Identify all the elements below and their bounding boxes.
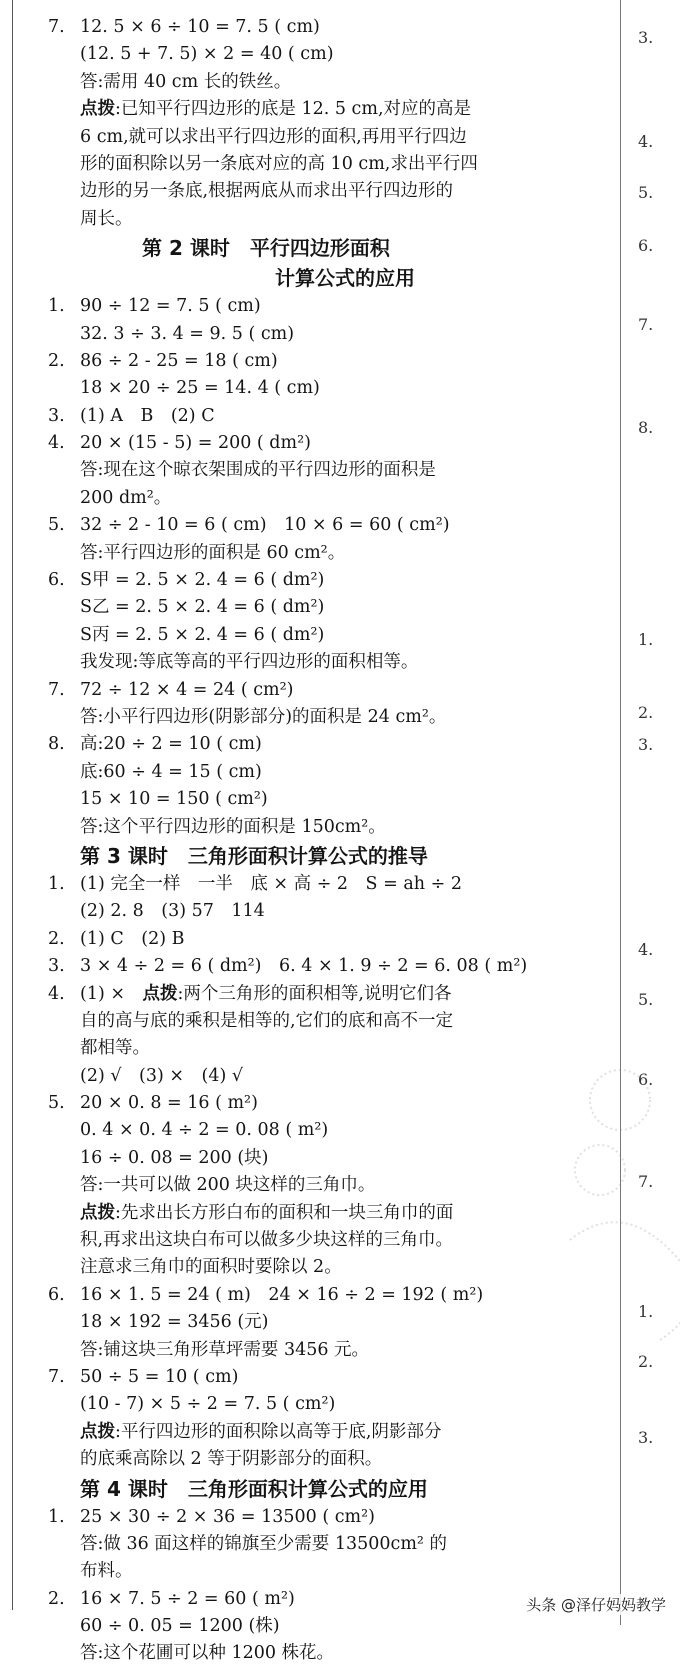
answer-line (20, 375, 610, 402)
question-number: 7. (48, 679, 65, 700)
answer-text: 答:铺这块三角形草坪需要 3456 元。 (80, 1339, 370, 1360)
adjacent-question-number: 3. (638, 1428, 654, 1447)
answer-text: (1) A B (2) C (80, 405, 215, 426)
question-number: 7. (48, 17, 65, 37)
answer-line (20, 96, 610, 123)
adjacent-question-number: 5. (638, 990, 654, 1009)
answer-line (20, 1090, 610, 1117)
adjacent-question-number: 1. (638, 1302, 654, 1321)
question-number: 4. (48, 983, 65, 1004)
answer-line (20, 1035, 610, 1062)
question-number: 2. (48, 928, 65, 949)
adjacent-question-number: 7. (638, 1172, 654, 1191)
question-number: 4. (48, 433, 65, 454)
answer-line (20, 1337, 610, 1364)
answer-line (20, 898, 610, 925)
answer-line (20, 1227, 610, 1254)
adjacent-question-number: 3. (638, 735, 654, 754)
answer-text: 点拨:已知平行四边形的底是 12. 5 cm,对应的高是 (80, 99, 472, 120)
answer-text: 18 × 20 ÷ 25 = 14. 4 ( cm) (80, 378, 320, 399)
question-number: 2. (48, 1588, 65, 1609)
answer-line (20, 403, 610, 430)
adjacent-question-number: 2. (638, 1352, 654, 1371)
answer-text: 答:平行四边形的面积是 60 cm²。 (80, 542, 346, 563)
answer-text: 32 ÷ 2 - 10 = 6 ( cm) 10 × 6 = 60 ( cm²) (80, 515, 450, 536)
answer-line (20, 1008, 610, 1035)
answer-line (20, 1364, 610, 1391)
left-margin-rule (12, 0, 13, 1610)
answer-line (20, 1531, 610, 1558)
question-number: 3. (48, 956, 65, 977)
answer-line (20, 1586, 610, 1613)
answer-line (20, 677, 610, 704)
answer-text: 周长。 (80, 208, 133, 229)
hint-label: 点拨 (142, 983, 178, 1004)
adjacent-question-number: 5. (638, 183, 654, 202)
answer-text: 答:小平行四边形(阴影部分)的面积是 24 cm²。 (80, 706, 447, 727)
adjacent-question-number: 2. (638, 703, 654, 722)
lesson1-tail (20, 14, 610, 233)
lesson4-answers (20, 1504, 610, 1668)
answer-line (20, 348, 610, 375)
hint-label: 点拨 (80, 99, 115, 120)
answer-text: 底:60 ÷ 4 = 15 ( cm) (80, 761, 262, 782)
question-number: 6. (48, 1284, 65, 1305)
answer-line (20, 430, 610, 457)
section-2-title-line1: 第 2 课时 平行四边形面积 (142, 236, 390, 261)
answer-text: 积,再求出这块白布可以做多少块这样的三角巾。 (80, 1230, 454, 1251)
answer-line (20, 567, 610, 594)
answer-line (20, 178, 610, 205)
answer-line (20, 1446, 610, 1473)
answer-line (20, 1613, 610, 1640)
question-number: 7. (48, 1366, 65, 1387)
answer-text: 15 × 10 = 150 ( cm²) (80, 789, 268, 810)
answer-text: 答:做 36 面这样的锦旗至少需要 13500cm² 的 (80, 1533, 447, 1554)
lesson3-answers (20, 871, 610, 1474)
answer-line (20, 1309, 610, 1336)
answer-line (20, 41, 610, 68)
question-number: 2. (48, 350, 65, 371)
question-number: 3. (48, 405, 65, 426)
answer-text: 60 ÷ 0. 05 = 1200 (株) (80, 1616, 280, 1637)
answer-text: 20 × (15 - 5) = 200 ( dm²) (80, 433, 311, 454)
question-number: 8. (48, 734, 65, 755)
section-3-title: 第 3 课时 三角形面积计算公式的推导 (80, 843, 428, 868)
answer-line (20, 206, 610, 233)
answer-line (20, 1172, 610, 1199)
watermark-text: 头条 @泽仔妈妈教学 (526, 1596, 666, 1614)
answer-line (20, 926, 610, 953)
answer-line (20, 1145, 610, 1172)
answer-text: (1) × 点拨:两个三角形的面积相等,说明它们各 (80, 983, 452, 1004)
answer-text: 都相等。 (80, 1038, 150, 1059)
answer-text: 16 × 7. 5 ÷ 2 = 60 ( m²) (80, 1588, 295, 1609)
answer-line (20, 14, 610, 41)
answer-line (20, 731, 610, 758)
answer-line (20, 457, 610, 484)
answer-line (20, 512, 610, 539)
answer-line (20, 1200, 610, 1227)
answer-text: 6 cm,就可以求出平行四边形的面积,再用平行四边 (80, 126, 467, 147)
answer-text: 86 ÷ 2 - 25 = 18 ( cm) (80, 350, 278, 371)
adjacent-question-number: 8. (638, 418, 654, 437)
answer-line (20, 321, 610, 348)
answer-line (20, 1640, 610, 1667)
answer-line (20, 594, 610, 621)
answer-line (20, 1391, 610, 1418)
answer-line (20, 485, 610, 512)
answer-text: (1) 完全一样 一半 底 × 高 ÷ 2 S = ah ÷ 2 (80, 873, 462, 894)
answer-text: 25 × 30 ÷ 2 × 36 = 13500 ( cm²) (80, 1506, 375, 1527)
answer-text: 自的高与底的乘积是相等的,它们的底和高不一定 (80, 1010, 454, 1031)
answer-text: 3 × 4 ÷ 2 = 6 ( dm²) 6. 4 × 1. 9 ÷ 2 = 6. 08 ( m²) (80, 956, 528, 977)
answer-line (20, 540, 610, 567)
adjacent-question-number: 4. (638, 940, 654, 959)
answer-text: 200 dm²。 (80, 487, 172, 508)
answer-line (20, 649, 610, 676)
adjacent-question-number: 1. (638, 630, 654, 649)
answer-text: 形的面积除以另一条底对应的高 10 cm,求出平行四 (80, 153, 478, 174)
adjacent-question-number: 6. (638, 236, 654, 255)
question-number: 1. (48, 296, 65, 317)
answer-text: (1) C (2) B (80, 928, 185, 949)
answer-text: 点拨:平行四边形的面积除以高等于底,阴影部分 (80, 1421, 442, 1442)
answer-text: 高:20 ÷ 2 = 10 ( cm) (80, 734, 262, 755)
answer-text: 边形的另一条底,根据两底从而求出平行四边形的 (80, 181, 454, 202)
answer-line (20, 814, 610, 841)
hint-label: 点拨 (80, 1202, 115, 1223)
answer-line (20, 1117, 610, 1144)
answer-text: 72 ÷ 12 × 4 = 24 ( cm²) (80, 679, 294, 700)
answer-line (20, 871, 610, 898)
answer-text: 注意求三角巾的面积时要除以 2。 (80, 1257, 342, 1278)
answer-text: (12. 5 + 7. 5) × 2 = 40 ( cm) (80, 44, 334, 65)
answer-text: 20 × 0. 8 = 16 ( m²) (80, 1093, 258, 1114)
answer-text: 16 ÷ 0. 08 = 200 (块) (80, 1147, 269, 1168)
answer-text: 答:这个花圃可以种 1200 株花。 (80, 1643, 335, 1664)
answer-text: 答:现在这个晾衣架围成的平行四边形的面积是 (80, 460, 436, 481)
answer-line (20, 151, 610, 178)
section-4-title: 第 4 课时 三角形面积计算公式的应用 (80, 1476, 428, 1501)
answer-text: 答:一共可以做 200 块这样的三角巾。 (80, 1175, 376, 1196)
answer-line (20, 622, 610, 649)
answer-line (20, 1504, 610, 1531)
answer-text: S甲 = 2. 5 × 2. 4 = 6 ( dm²) (80, 570, 325, 591)
answer-line (20, 1558, 610, 1585)
answer-text: 布料。 (80, 1561, 133, 1582)
answer-text: 0. 4 × 0. 4 ÷ 2 = 0. 08 ( m²) (80, 1120, 329, 1141)
answer-text: 18 × 192 = 3456 (元) (80, 1312, 269, 1333)
answer-line (20, 1254, 610, 1281)
answer-line (20, 1419, 610, 1446)
answer-line (20, 293, 610, 320)
answer-column (20, 14, 610, 1668)
answer-text: (2) 2. 8 (3) 57 114 (80, 901, 265, 922)
hint-label: 点拨 (80, 1421, 115, 1442)
answer-text: 90 ÷ 12 = 7. 5 ( cm) (80, 296, 261, 317)
adjacent-question-number: 7. (638, 315, 654, 334)
question-number: 5. (48, 1093, 65, 1114)
answer-line (20, 704, 610, 731)
background-doodle-illustration (560, 1060, 680, 1400)
answer-line (20, 786, 610, 813)
answer-text: 我发现:等底等高的平行四边形的面积相等。 (80, 652, 419, 673)
answer-text: 32. 3 ÷ 3. 4 = 9. 5 ( cm) (80, 323, 295, 344)
answer-text: S丙 = 2. 5 × 2. 4 = 6 ( dm²) (80, 624, 325, 645)
answer-text: (10 - 7) × 5 ÷ 2 = 7. 5 ( cm²) (80, 1394, 336, 1415)
answer-text: 50 ÷ 5 = 10 ( cm) (80, 1366, 239, 1387)
answer-line (20, 759, 610, 786)
question-number: 1. (48, 1506, 65, 1527)
answer-text: 答:这个平行四边形的面积是 150cm²。 (80, 816, 386, 837)
question-number: 1. (48, 873, 65, 894)
answer-text: (2) √ (3) × (4) √ (80, 1065, 244, 1086)
adjacent-question-number: 4. (638, 132, 654, 151)
question-number: 6. (48, 570, 65, 591)
answer-line (20, 124, 610, 151)
adjacent-question-number: 6. (638, 1070, 654, 1089)
section-2-title-line2: 计算公式的应用 (275, 266, 415, 291)
answer-text: 12. 5 × 6 ÷ 10 = 7. 5 ( cm) (80, 17, 320, 37)
answer-line (20, 981, 610, 1008)
question-number: 5. (48, 515, 65, 536)
answer-line (20, 953, 610, 980)
adjacent-question-number: 3. (638, 28, 654, 47)
answer-line (20, 69, 610, 96)
answer-line (20, 1063, 610, 1090)
answer-text: 16 × 1. 5 = 24 ( m) 24 × 16 ÷ 2 = 192 ( m²) (80, 1284, 484, 1305)
answer-text: 的底乘高除以 2 等于阴影部分的面积。 (80, 1449, 383, 1470)
answer-line (20, 1282, 610, 1309)
lesson2-answers (20, 293, 610, 841)
answer-text: 点拨:先求出长方形白布的面积和一块三角巾的面 (80, 1202, 454, 1223)
answer-text: 答:需用 40 cm 长的铁丝。 (80, 71, 292, 92)
answer-text: S乙 = 2. 5 × 2. 4 = 6 ( dm²) (80, 597, 325, 618)
